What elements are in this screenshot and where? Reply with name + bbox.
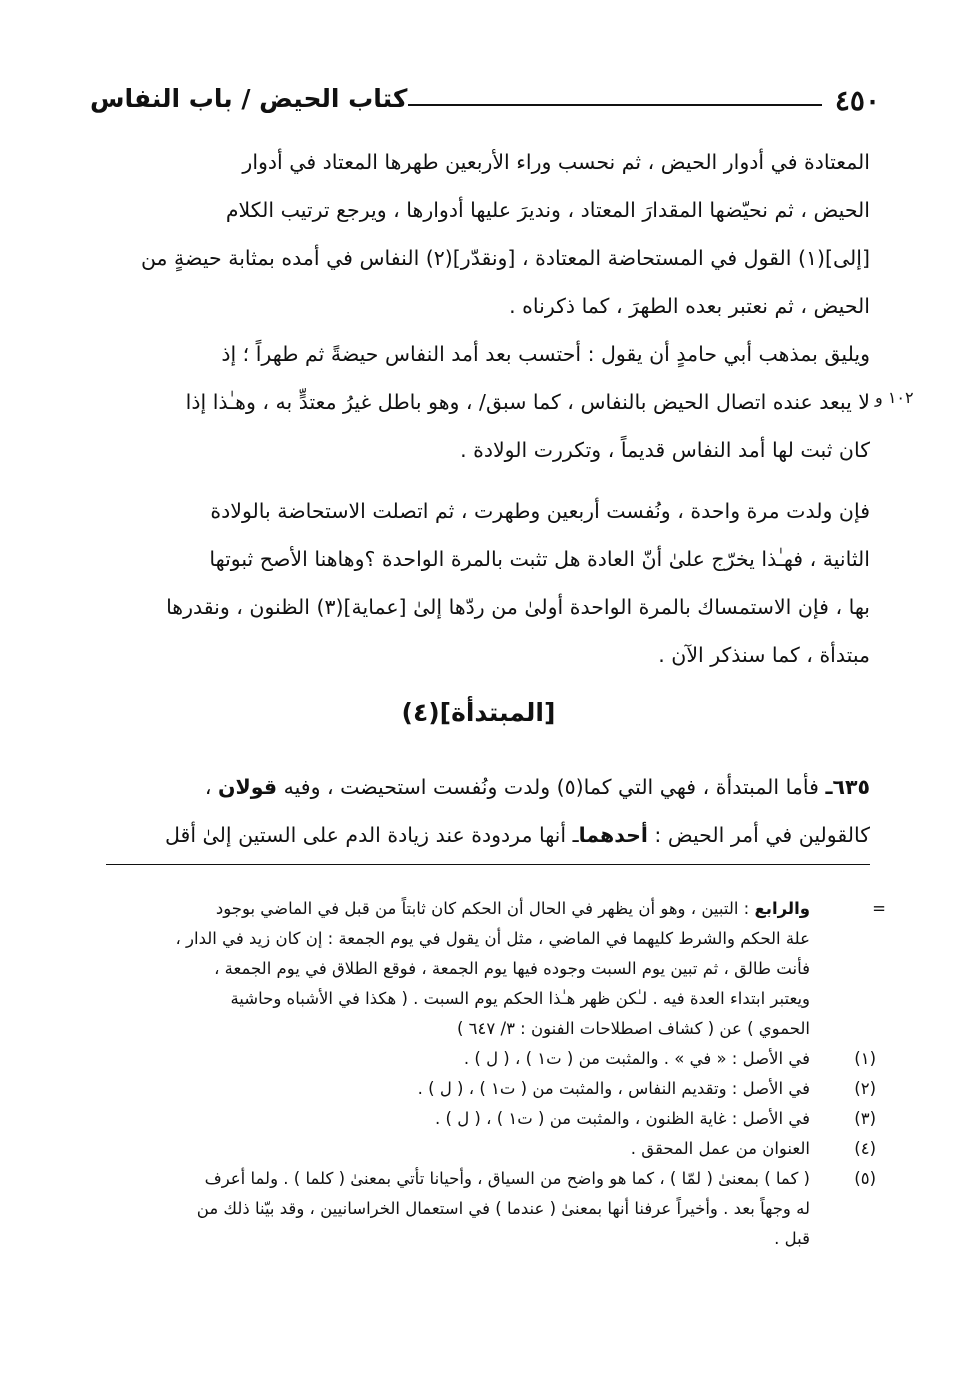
text-line: فإن ولدت مرة واحدة ، ونُفست أربعين وطهرت ، ثم اتصلت الاستحاضة بالولادة	[210, 499, 870, 523]
footnote-number: (١)	[854, 1049, 876, 1068]
footnote-line: في الأصل : غاية الظنون ، والمثبت من ( ت١ ) ، ( ل ) .	[435, 1109, 810, 1128]
footnote-separator	[106, 864, 870, 865]
text-line: الثانية ، فهـٰذا يخرّج علىٰ أنّ العادة هل تثبت بالمرة الواحدة ؟وهاهنا الأصح ثبوتها	[209, 547, 870, 571]
paragraph-1	[92, 138, 870, 330]
text-line: الحيض ، ثم نحيّضها المقدارَ المعتاد ، ونديرَ عليها أدوارها ، ويرجع ترتيب الكلام	[225, 198, 870, 222]
running-title: كتاب الحيض / باب النفاس	[90, 84, 408, 113]
paragraph-number: ٦٣٥ـ	[825, 775, 870, 799]
footnote-line: له وجهاً بعد . وأخيراً عرفنا أنها بمعنىٰ ( عندما ) في استعمال الخراسانيين ، وقد بيّنا ذلك من	[196, 1199, 810, 1218]
footnote-4	[100, 1134, 880, 1164]
footnote-number: (٤)	[854, 1139, 876, 1158]
text-line	[92, 811, 870, 859]
footnote-line: في الأصل : وتقديم النفاس ، والمثبت من ( ت١ ) ، ( ل ) .	[417, 1079, 810, 1098]
bold-term: قولان	[218, 775, 278, 799]
footnote-2	[100, 1074, 880, 1104]
page-header	[90, 82, 880, 122]
footnote-line: ويعتبر ابتداء العدة فيه . لـٰكن ظهر هـٰذا الحكم يوم السبت . ( هكذا في الأشباه وحاشية	[230, 989, 810, 1008]
paragraph-2	[92, 330, 870, 474]
text-run: ،	[204, 775, 219, 799]
text-line: لا يبعد عنده اتصال الحيض بالنفاس ، كما سبق/ ، وهو باطل غيرُ معتدٍّ به ، وهـٰذا إذا	[185, 390, 870, 414]
bold-term: والرابع	[754, 899, 810, 918]
text-line: ويليق بمذهب أبي حامدٍ أن يقول : أحتسب بعد أمد النفاس حيضةً ثم طهراً ؛ إذ	[221, 342, 870, 366]
text-line: الحيض ، ثم نعتبر بعده الطهرَ ، كما ذكرناه .	[509, 294, 870, 318]
text-run: : التبين ، وهو أن يظهر في الحال أن الحكم كان ثابتاً من قبل في الماضي بوجود	[215, 899, 755, 918]
continuation-marker: =	[872, 899, 886, 918]
footnote-line: العنوان من عمل المحقق .	[630, 1139, 810, 1158]
text-line: مبتدأة ، كما سنذكر الآن .	[658, 643, 870, 667]
footnote-line: علة الحكم والشرط كليهما في الماضي ، مثل أن يقول في يوم الجمعة : إن كان زيد في الدار ،	[175, 929, 810, 948]
footnote-line: في الأصل : « في » . والمثبت من ( ت١ ) ، ( ل ) .	[463, 1049, 810, 1068]
text-run: ـ أنها مردودة عند زيادة الدم على الستين إلىٰ أقل	[165, 823, 579, 847]
footnote-continuation	[100, 894, 886, 1044]
footnote-line: قبل .	[774, 1229, 810, 1248]
footnote-5	[100, 1164, 880, 1254]
footnote-line: الحموي ) عن ( كشاف اصطلاحات الفنون : ٣/ ٦٤٧ )	[456, 1019, 810, 1038]
footnote-3	[100, 1104, 880, 1134]
footnotes	[100, 894, 886, 1254]
footnote-line	[100, 894, 880, 924]
paragraph-4	[92, 763, 870, 859]
text-line	[92, 763, 870, 811]
page-number: ٤٥٠	[834, 84, 880, 117]
footnote-number: (٥)	[854, 1169, 876, 1188]
text-line: كان ثبت لها أمد النفاس قديماً ، وتكررت الولادة .	[460, 438, 870, 462]
section-heading: [المبتدأة](٤)	[401, 698, 556, 727]
text-run: كالقولين في أمر الحيض :	[647, 823, 870, 847]
paragraph-3	[92, 487, 870, 679]
footnote-number: (٣)	[854, 1109, 876, 1128]
header-rule	[408, 104, 822, 106]
text-run: فأما المبتدأة ، فهي التي كما(٥) ولدت ونُفست استحيضت ، وفيه	[277, 775, 826, 799]
footnote-number: (٢)	[854, 1079, 876, 1098]
text-line: بها ، فإن الاستمساك بالمرة الواحدة أولىٰ من ردّها إلىٰ [عماية](٣) الظنون ، ونقدرها	[166, 595, 870, 619]
footnote-line: فأنت طالق ، ثم تبين يوم السبت وجوده فيها يوم الجمعة ، فوقع الطلاق في يوم الجمعة ،	[214, 959, 810, 978]
footnote-1	[100, 1044, 880, 1074]
bold-term: أحدهما	[578, 823, 648, 847]
text-line: [إلى](١) القول في المستحاضة المعتادة ، [ونقدّر](٢) النفاس في أمده بمثابة حيضةٍ من	[140, 246, 870, 270]
manuscript-folio-note: ١٠٢ و	[875, 388, 914, 407]
text-line: المعتادة في أدوار الحيض ، ثم نحسب وراء الأربعين طهرها المعتاد في أدوار	[242, 150, 870, 174]
footnote-line: ( كما ) بمعنىٰ ( لمّا ) ، كما هو واضح من السياق ، وأحيانا تأتي بمعنىٰ ( كلما ) . ولما أعرف	[204, 1169, 810, 1188]
